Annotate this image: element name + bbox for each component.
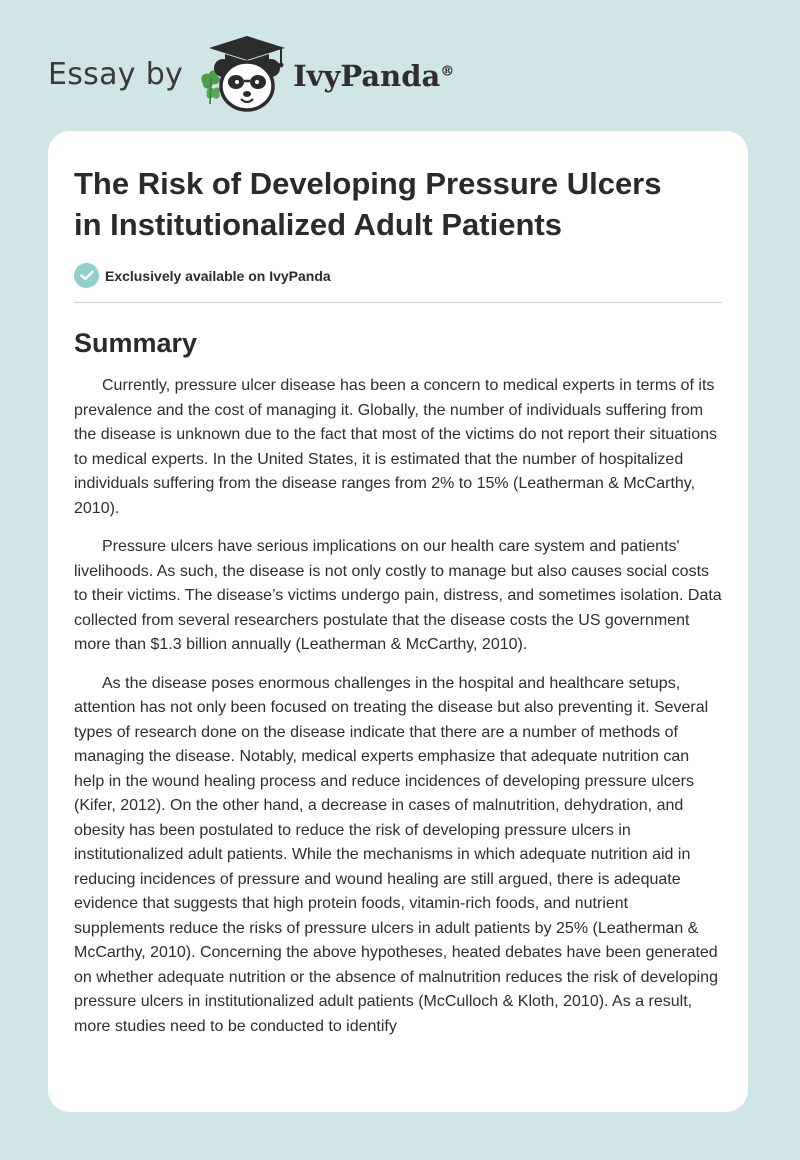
ivy-leaf-icon [201,70,220,104]
check-icon [74,263,99,288]
registered-mark: ® [440,63,455,80]
paragraph: As the disease poses enormous challenges in the hospital and healthcare setups, attention has not only been focused on treating the disease but also preventing it. Several types of research done on the disease indicate that there are a number of methods of managing the disease. Notably, medical experts emphasize that adequate nutrition can help in the wound healing process and reduce incidences of developing pressure ulcers (Kifer, 2012). On the other hand, a decrease in cases of malnutrition, dehydration, and obesity has been postulated to reduce the risk of developing pressure ulcers in institutionalized adult patients. While the mechanisms in which adequate nutrition aid in reducing incidences of pressure and wound healing are still argued, there is adequate evidence that suggests that high protein foods, vitamin-rich foods, and nutrient supplements reduce the risks of pressure ulcers in adult patients by 25% (Leatherman & McCarthy, 2010). Concerning the above hypotheses, heated debates have been generated on whether adequate nutrition or the absence of malnutrition reduces the risk of developing pressure ulcers in institutionalized adult patients (McCulloch & Kloth, 2010). As a result, more studies need to be conducted to identify [74,674,718,1035]
section-title: Summary [74,328,198,358]
divider [74,302,722,303]
panda-logo-icon[interactable] [197,34,289,114]
exclusive-badge-label: Exclusively available on IvyPanda [105,267,331,284]
essay-title [74,163,722,245]
brand-name[interactable]: IvyPanda® [293,59,455,93]
site-header [48,34,454,114]
essay-title-line-1: The Risk of Developing Pressure Ulcers [74,166,662,201]
paragraph: Currently, pressure ulcer disease has been a concern to medical experts in terms of its prevalence and the cost of managing it. Globally, the number of individuals suffering from the disease is unknown due to the fact that most of the victims do not report their situations to medical experts. In the United States, it is estimated that the number of hospitalized individuals suffering from the disease ranges from 2% to 15% (Leatherman & McCarthy, 2010). [74,377,718,517]
essay-card [48,131,748,1112]
essay-by-label: Essay by [48,56,184,92]
exclusive-badge [74,263,722,288]
essay-title-line-2: in Institutionalized Adult Patients [74,207,562,242]
paragraph: Pressure ulcers have serious implications on our health care system and patients' livelihoods. As such, the disease is not only costly to manage but also causes social costs to their victims. The disease’s victims undergo pain, distress, and sometimes isolation. Data collected from several researchers postulate that the disease costs the US government more than $1.3 billion annually (Leatherman & McCarthy, 2010). [74,538,722,653]
